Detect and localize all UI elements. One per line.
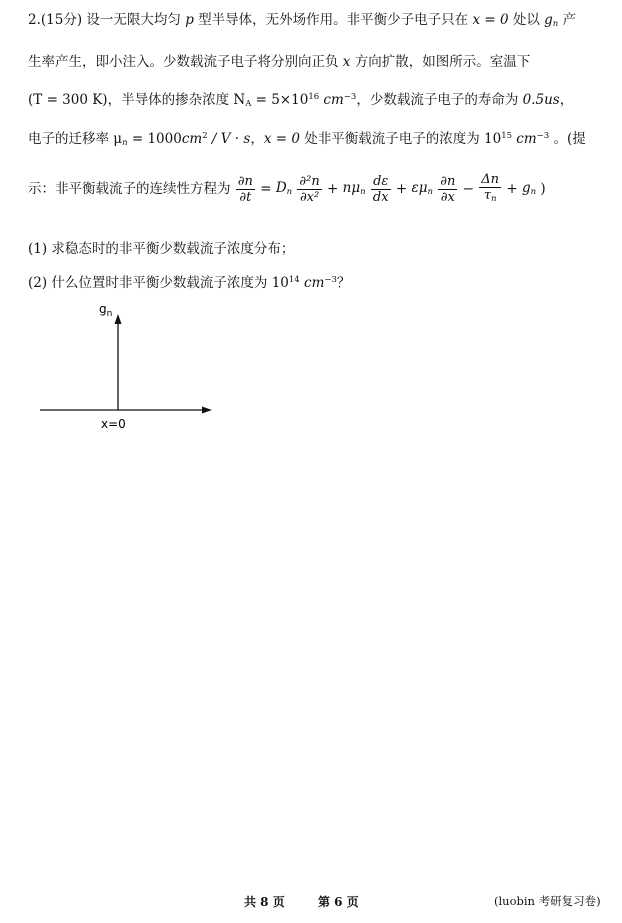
var-g-sub: n <box>552 19 559 29</box>
sub: n <box>122 138 128 148</box>
problem-text: 处非平衡载流子电子的浓度为 10 <box>299 131 502 147</box>
footer-total-pages: 共 8 页 <box>244 895 285 909</box>
problem-text: ？ <box>336 275 351 291</box>
frac-num: ∂n <box>440 174 456 189</box>
problem-text: = 5×10 <box>251 92 309 108</box>
var-g: g <box>544 12 553 28</box>
problem-text: 。(提 <box>549 131 586 147</box>
sup: 2 <box>202 131 208 141</box>
problem-text: ) <box>540 180 546 197</box>
sup: 15 <box>501 131 513 141</box>
problem-text: ， <box>250 131 264 147</box>
op: + <box>395 180 408 197</box>
var-x0: x = 0 <box>263 131 300 147</box>
problem-text: 示：非平衡载流子的连续性方程为 <box>28 180 231 197</box>
lifetime-value: 0.5us <box>522 92 560 108</box>
frac-num: dε <box>371 174 391 190</box>
frac-num: Δn <box>481 172 500 187</box>
eq-sign: = <box>260 180 272 197</box>
sup: −3 <box>324 275 337 285</box>
frac-den: τ <box>483 188 492 203</box>
problem-text: 生率产生，即小注入。少数载流子电子将分别向正负 <box>28 54 343 70</box>
sub: n <box>427 187 433 198</box>
sup: −3 <box>536 131 550 141</box>
frac-num: ∂n <box>237 174 253 189</box>
var-p: p <box>185 12 194 28</box>
sup: −3 <box>343 92 357 102</box>
var-emu: εμ <box>411 180 428 197</box>
unit: cm <box>181 131 203 147</box>
problem-text: 型半导体，无外场作用。非平衡少子电子只在 <box>193 12 473 28</box>
frac-num: ∂²n <box>299 174 320 189</box>
problem-text: ，少数载流子电子的寿命为 <box>356 92 523 108</box>
sub: n <box>491 194 497 204</box>
problem-text: ， <box>559 92 574 108</box>
problem-text: 处以 <box>508 12 545 28</box>
sub: A <box>245 99 252 109</box>
var-D: D <box>275 180 287 197</box>
problem-text: 产 <box>558 12 577 28</box>
var-nmu: nμ <box>342 180 361 197</box>
sub: n <box>360 187 366 198</box>
frac-den: ∂t <box>239 190 252 205</box>
y-axis-arrow <box>115 314 122 324</box>
frac-den: ∂x <box>440 190 455 205</box>
problem-text: = 1000 <box>127 131 182 147</box>
op: + <box>327 180 339 197</box>
op: + <box>506 180 518 197</box>
frac-den: ∂x² <box>299 190 320 205</box>
frac-den: dx <box>372 190 389 205</box>
unit: cm <box>512 131 537 147</box>
unit: cm <box>299 275 325 291</box>
question-1: (1) 求稳态时的非平衡少数载流子浓度分布； <box>28 241 295 257</box>
problem-text: 方向扩散，如图所示。室温下 <box>350 54 531 70</box>
op: − <box>462 180 474 197</box>
unit: / V · s <box>207 131 251 147</box>
problem-text: (2) 什么位置时非平衡少数载流子浓度为 10 <box>28 275 289 291</box>
var-g: g <box>521 180 531 197</box>
sub: n <box>530 187 537 198</box>
x-axis-arrow <box>202 407 212 414</box>
footer-source: (luobin 考研复习卷) <box>494 894 601 908</box>
problem-text: (T = 300 K)，半导体的掺杂浓度 N <box>28 92 246 108</box>
y-axis-label: $g_n$ <box>99 302 113 319</box>
unit: cm <box>319 92 344 108</box>
var-x: x <box>342 54 351 70</box>
var-x0: x = 0 <box>472 12 509 28</box>
sup: 14 <box>288 275 300 285</box>
problem-text: 2.(15分) 设一无限大均匀 <box>28 12 186 28</box>
footer-current-page: 第 6 页 <box>318 895 359 909</box>
sup: 16 <box>308 92 320 102</box>
sub: n <box>286 187 293 198</box>
origin-label: x=0 <box>101 417 126 431</box>
problem-text: 电子的迁移率 μ <box>28 131 123 147</box>
